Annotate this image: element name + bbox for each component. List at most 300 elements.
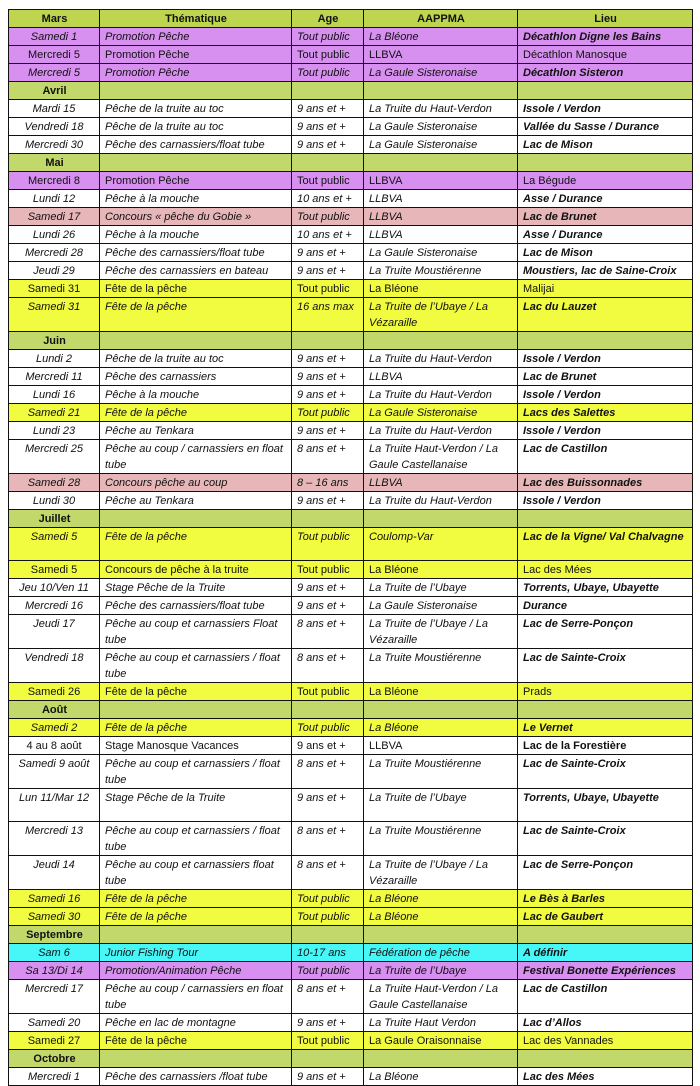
- event-theme: Pêche au coup et carnassiers Float tube: [100, 615, 292, 649]
- event-age: 8 ans et +: [292, 980, 364, 1014]
- event-date: Samedi 1: [9, 28, 100, 46]
- table-row: [9, 474, 693, 492]
- table-row: [9, 28, 693, 46]
- event-theme: Pêche au coup et carnassiers / float tube: [100, 755, 292, 789]
- month-empty-cell: [292, 926, 364, 944]
- event-club: LLBVA: [364, 368, 518, 386]
- month-empty-cell: [100, 926, 292, 944]
- event-date: Samedi 28: [9, 474, 100, 492]
- month-empty-cell: [100, 1050, 292, 1068]
- event-place: Lac des Buissonnades: [518, 474, 693, 492]
- event-place: Issole / Verdon: [518, 422, 693, 440]
- event-theme: Fête de la pêche: [100, 683, 292, 701]
- event-date: Samedi 20: [9, 1014, 100, 1032]
- table-row: [9, 280, 693, 298]
- table-row: [9, 172, 693, 190]
- event-place: Lac de Mison: [518, 244, 693, 262]
- month-empty-cell: [100, 154, 292, 172]
- month-empty-cell: [364, 510, 518, 528]
- event-age: Tout public: [292, 64, 364, 82]
- event-age: 9 ans et +: [292, 136, 364, 154]
- month-row: [9, 332, 693, 350]
- event-age: Tout public: [292, 719, 364, 737]
- month-empty-cell: [518, 926, 693, 944]
- table-row: [9, 755, 693, 789]
- table-row: [9, 208, 693, 226]
- event-theme: Pêche au Tenkara: [100, 422, 292, 440]
- table-row: [9, 1068, 693, 1086]
- month-label: Août: [9, 701, 100, 719]
- event-theme: Concours pêche au coup: [100, 474, 292, 492]
- event-place: Asse / Durance: [518, 190, 693, 208]
- header-age: Age: [292, 10, 364, 28]
- event-club: LLBVA: [364, 46, 518, 64]
- table-row: [9, 46, 693, 64]
- month-empty-cell: [518, 154, 693, 172]
- event-date: Mardi 15: [9, 100, 100, 118]
- event-date: Jeudi 14: [9, 856, 100, 890]
- table-row: [9, 737, 693, 755]
- table-row: [9, 856, 693, 890]
- month-empty-cell: [100, 332, 292, 350]
- event-date: Samedi 21: [9, 404, 100, 422]
- event-date: Mercredi 11: [9, 368, 100, 386]
- event-age: 9 ans et +: [292, 118, 364, 136]
- event-date: Samedi 16: [9, 890, 100, 908]
- table-row: [9, 136, 693, 154]
- event-club: La Truite de l’Ubaye / La Vézaraille: [364, 856, 518, 890]
- event-age: 8 ans et +: [292, 615, 364, 649]
- event-date: Mercredi 5: [9, 46, 100, 64]
- event-club: La Bléone: [364, 683, 518, 701]
- month-empty-cell: [518, 701, 693, 719]
- table-row: [9, 298, 693, 332]
- table-row: [9, 944, 693, 962]
- event-theme: Fête de la pêche: [100, 528, 292, 561]
- event-theme: Concours de pêche à la truite: [100, 561, 292, 579]
- table-row: [9, 1032, 693, 1050]
- event-theme: Pêche au coup / carnassiers en float tube: [100, 440, 292, 474]
- event-age: 8 ans et +: [292, 649, 364, 683]
- event-theme: Promotion Pêche: [100, 172, 292, 190]
- table-row: [9, 226, 693, 244]
- month-empty-cell: [292, 510, 364, 528]
- event-place: Torrents, Ubaye, Ubayette: [518, 579, 693, 597]
- event-club: La Bléone: [364, 280, 518, 298]
- month-empty-cell: [100, 82, 292, 100]
- event-club: La Gaule Sisteronaise: [364, 404, 518, 422]
- event-place: Asse / Durance: [518, 226, 693, 244]
- event-theme: Pêche au Tenkara: [100, 492, 292, 510]
- table-row: [9, 190, 693, 208]
- event-age: 9 ans et +: [292, 368, 364, 386]
- month-empty-cell: [292, 701, 364, 719]
- event-club: La Gaule Sisteronaise: [364, 244, 518, 262]
- event-date: Mercredi 8: [9, 172, 100, 190]
- event-age: 8 ans et +: [292, 440, 364, 474]
- event-theme: Fête de la pêche: [100, 890, 292, 908]
- event-age: Tout public: [292, 280, 364, 298]
- event-date: Samedi 27: [9, 1032, 100, 1050]
- event-place: Lac des Mées: [518, 561, 693, 579]
- event-theme: Stage Manosque Vacances: [100, 737, 292, 755]
- event-age: 9 ans et +: [292, 737, 364, 755]
- table-row: [9, 561, 693, 579]
- month-empty-cell: [292, 332, 364, 350]
- event-theme: Promotion Pêche: [100, 46, 292, 64]
- month-label: Mai: [9, 154, 100, 172]
- month-label: Septembre: [9, 926, 100, 944]
- event-theme: Fête de la pêche: [100, 1032, 292, 1050]
- event-club: LLBVA: [364, 737, 518, 755]
- event-date: Samedi 2: [9, 719, 100, 737]
- table-row: [9, 789, 693, 822]
- event-date: Jeudi 29: [9, 262, 100, 280]
- event-age: 9 ans et +: [292, 1014, 364, 1032]
- table-row: [9, 118, 693, 136]
- event-place: Issole / Verdon: [518, 386, 693, 404]
- event-date: Lundi 23: [9, 422, 100, 440]
- event-date: Lundi 26: [9, 226, 100, 244]
- event-theme: Fête de la pêche: [100, 298, 292, 332]
- event-place: Décathlon Sisteron: [518, 64, 693, 82]
- month-label: Octobre: [9, 1050, 100, 1068]
- table-row: [9, 579, 693, 597]
- table-row: [9, 908, 693, 926]
- event-date: Mercredi 25: [9, 440, 100, 474]
- event-date: Mercredi 13: [9, 822, 100, 856]
- event-club: LLBVA: [364, 474, 518, 492]
- event-theme: Fête de la pêche: [100, 404, 292, 422]
- event-club: La Truite Moustiérenne: [364, 755, 518, 789]
- event-place: Festival Bonette Expériences: [518, 962, 693, 980]
- event-place: Lac du Lauzet: [518, 298, 693, 332]
- table-row: [9, 404, 693, 422]
- event-club: La Truite de l’Ubaye: [364, 962, 518, 980]
- event-theme: Pêche à la mouche: [100, 190, 292, 208]
- event-age: 8 – 16 ans: [292, 474, 364, 492]
- header-place: Lieu: [518, 10, 693, 28]
- event-club: La Bléone: [364, 890, 518, 908]
- event-date: Mercredi 28: [9, 244, 100, 262]
- table-row: [9, 822, 693, 856]
- month-empty-cell: [518, 332, 693, 350]
- event-club: La Bléone: [364, 28, 518, 46]
- event-club: La Gaule Sisteronaise: [364, 136, 518, 154]
- event-theme: Pêche à la mouche: [100, 226, 292, 244]
- event-place: Lac de Sainte-Croix: [518, 649, 693, 683]
- table-row: [9, 64, 693, 82]
- event-theme: Stage Pêche de la Truite: [100, 579, 292, 597]
- table-row: [9, 962, 693, 980]
- event-theme: Pêche au coup et carnassiers float tube: [100, 856, 292, 890]
- event-age: 9 ans et +: [292, 579, 364, 597]
- event-theme: Pêche de la truite au toc: [100, 350, 292, 368]
- month-row: [9, 701, 693, 719]
- header-club: AAPPMA: [364, 10, 518, 28]
- event-club: La Bléone: [364, 719, 518, 737]
- event-age: Tout public: [292, 962, 364, 980]
- event-date: Lundi 16: [9, 386, 100, 404]
- month-empty-cell: [364, 332, 518, 350]
- event-theme: Pêche des carnassiers/float tube: [100, 597, 292, 615]
- event-place: Le Bès à Barles: [518, 890, 693, 908]
- event-club: La Truite Moustiérenne: [364, 262, 518, 280]
- event-age: 9 ans et +: [292, 597, 364, 615]
- schedule-container: [8, 9, 693, 1086]
- event-age: 9 ans et +: [292, 386, 364, 404]
- event-age: 8 ans et +: [292, 822, 364, 856]
- event-place: Décathlon Digne les Bains: [518, 28, 693, 46]
- event-age: 9 ans et +: [292, 350, 364, 368]
- event-club: La Truite Haut-Verdon / La Gaule Castellanaise: [364, 440, 518, 474]
- event-date: Samedi 5: [9, 561, 100, 579]
- event-place: Lac de Castillon: [518, 440, 693, 474]
- event-theme: Pêche de la truite au toc: [100, 100, 292, 118]
- table-row: [9, 980, 693, 1014]
- event-date: Lundi 30: [9, 492, 100, 510]
- table-row: [9, 683, 693, 701]
- event-club: La Truite Moustiérenne: [364, 649, 518, 683]
- event-club: Fédération de pêche: [364, 944, 518, 962]
- event-club: La Gaule Sisteronaise: [364, 597, 518, 615]
- event-place: Durance: [518, 597, 693, 615]
- event-age: 9 ans et +: [292, 262, 364, 280]
- event-place: Lac de Brunet: [518, 208, 693, 226]
- event-age: 9 ans et +: [292, 100, 364, 118]
- event-club: La Truite Moustiérenne: [364, 822, 518, 856]
- event-theme: Stage Pêche de la Truite: [100, 789, 292, 822]
- event-place: Lac de Brunet: [518, 368, 693, 386]
- month-label: Juillet: [9, 510, 100, 528]
- table-row: [9, 528, 693, 561]
- event-club: Coulomp-Var: [364, 528, 518, 561]
- event-age: 10 ans et +: [292, 190, 364, 208]
- fishing-schedule-table: [8, 9, 693, 1086]
- event-date: Samedi 31: [9, 298, 100, 332]
- event-place: Décathlon Manosque: [518, 46, 693, 64]
- event-date: Mercredi 16: [9, 597, 100, 615]
- event-age: 10 ans et +: [292, 226, 364, 244]
- event-club: La Truite du Haut-Verdon: [364, 350, 518, 368]
- month-empty-cell: [292, 82, 364, 100]
- event-place: Lacs des Salettes: [518, 404, 693, 422]
- table-row: [9, 1014, 693, 1032]
- event-place: Issole / Verdon: [518, 100, 693, 118]
- event-date: Sa 13/Di 14: [9, 962, 100, 980]
- event-theme: Pêche à la mouche: [100, 386, 292, 404]
- event-age: 9 ans et +: [292, 244, 364, 262]
- header-month: Mars: [9, 10, 100, 28]
- event-theme: Concours « pêche du Gobie »: [100, 208, 292, 226]
- table-row: [9, 422, 693, 440]
- event-theme: Fête de la pêche: [100, 719, 292, 737]
- event-theme: Pêche en lac de montagne: [100, 1014, 292, 1032]
- month-row: [9, 1050, 693, 1068]
- event-age: Tout public: [292, 172, 364, 190]
- event-theme: Pêche des carnassiers en bateau: [100, 262, 292, 280]
- month-label: Juin: [9, 332, 100, 350]
- table-row: [9, 350, 693, 368]
- event-club: La Gaule Oraisonnaise: [364, 1032, 518, 1050]
- event-age: 9 ans et +: [292, 492, 364, 510]
- event-place: La Bégude: [518, 172, 693, 190]
- event-club: La Truite de l’Ubaye: [364, 579, 518, 597]
- event-place: Vallée du Sasse / Durance: [518, 118, 693, 136]
- month-empty-cell: [518, 510, 693, 528]
- event-club: La Bléone: [364, 1068, 518, 1086]
- month-row: [9, 510, 693, 528]
- event-date: Jeu 10/Ven 11: [9, 579, 100, 597]
- table-row: [9, 719, 693, 737]
- event-club: La Truite du Haut-Verdon: [364, 422, 518, 440]
- event-date: Samedi 31: [9, 280, 100, 298]
- event-age: Tout public: [292, 890, 364, 908]
- event-club: La Truite Haut Verdon: [364, 1014, 518, 1032]
- month-empty-cell: [292, 154, 364, 172]
- event-place: Lac de la Vigne/ Val Chalvagne: [518, 528, 693, 561]
- event-date: Lundi 12: [9, 190, 100, 208]
- event-date: Mercredi 1: [9, 1068, 100, 1086]
- event-place: Lac de Gaubert: [518, 908, 693, 926]
- event-theme: Fête de la pêche: [100, 280, 292, 298]
- event-age: 9 ans et +: [292, 1068, 364, 1086]
- table-row: [9, 244, 693, 262]
- event-place: Lac de Castillon: [518, 980, 693, 1014]
- event-date: Jeudi 17: [9, 615, 100, 649]
- event-date: Samedi 17: [9, 208, 100, 226]
- event-place: Lac de Serre-Ponçon: [518, 856, 693, 890]
- event-age: Tout public: [292, 404, 364, 422]
- event-place: Torrents, Ubaye, Ubayette: [518, 789, 693, 822]
- month-empty-cell: [364, 82, 518, 100]
- event-age: Tout public: [292, 683, 364, 701]
- event-age: 9 ans et +: [292, 422, 364, 440]
- event-place: Issole / Verdon: [518, 492, 693, 510]
- month-empty-cell: [364, 154, 518, 172]
- event-club: La Truite de l’Ubaye / La Vézaraille: [364, 615, 518, 649]
- event-theme: Promotion Pêche: [100, 64, 292, 82]
- event-date: Vendredi 18: [9, 649, 100, 683]
- event-age: Tout public: [292, 908, 364, 926]
- event-date: Samedi 9 août: [9, 755, 100, 789]
- table-row: [9, 386, 693, 404]
- month-empty-cell: [100, 701, 292, 719]
- event-date: Samedi 5: [9, 528, 100, 561]
- event-theme: Junior Fishing Tour: [100, 944, 292, 962]
- event-age: Tout public: [292, 208, 364, 226]
- event-date: Vendredi 18: [9, 118, 100, 136]
- event-club: La Truite du Haut-Verdon: [364, 492, 518, 510]
- table-row: [9, 262, 693, 280]
- table-row: [9, 492, 693, 510]
- event-date: Samedi 26: [9, 683, 100, 701]
- event-place: Lac des Mées: [518, 1068, 693, 1086]
- month-row: [9, 82, 693, 100]
- event-place: Moustiers, lac de Saine-Croix: [518, 262, 693, 280]
- event-place: Lac de la Forestière: [518, 737, 693, 755]
- event-age: 9 ans et +: [292, 789, 364, 822]
- event-theme: Pêche au coup et carnassiers / float tube: [100, 649, 292, 683]
- event-theme: Promotion/Animation Pêche: [100, 962, 292, 980]
- event-place: Prads: [518, 683, 693, 701]
- event-club: LLBVA: [364, 226, 518, 244]
- header-theme: Thématique: [100, 10, 292, 28]
- event-age: Tout public: [292, 28, 364, 46]
- event-club: LLBVA: [364, 172, 518, 190]
- event-date: Mercredi 17: [9, 980, 100, 1014]
- event-age: Tout public: [292, 561, 364, 579]
- event-place: Lac des Vannades: [518, 1032, 693, 1050]
- header-row: [9, 10, 693, 28]
- event-club: La Truite de l’Ubaye: [364, 789, 518, 822]
- event-place: Lac de Mison: [518, 136, 693, 154]
- event-club: La Truite du Haut-Verdon: [364, 386, 518, 404]
- event-theme: Pêche au coup / carnassiers en float tube: [100, 980, 292, 1014]
- table-row: [9, 890, 693, 908]
- event-date: Sam 6: [9, 944, 100, 962]
- table-row: [9, 649, 693, 683]
- event-place: Lac de Serre-Ponçon: [518, 615, 693, 649]
- event-place: Lac de Sainte-Croix: [518, 755, 693, 789]
- event-club: La Gaule Sisteronaise: [364, 118, 518, 136]
- table-row: [9, 440, 693, 474]
- event-age: Tout public: [292, 1032, 364, 1050]
- month-empty-cell: [364, 926, 518, 944]
- event-age: 10-17 ans: [292, 944, 364, 962]
- month-empty-cell: [518, 82, 693, 100]
- event-club: La Truite Haut-Verdon / La Gaule Castellanaise: [364, 980, 518, 1014]
- event-date: Lundi 2: [9, 350, 100, 368]
- event-club: La Bléone: [364, 561, 518, 579]
- event-date: Mercredi 30: [9, 136, 100, 154]
- event-club: La Gaule Sisteronaise: [364, 64, 518, 82]
- month-empty-cell: [100, 510, 292, 528]
- event-theme: Pêche des carnassiers: [100, 368, 292, 386]
- event-theme: Pêche de la truite au toc: [100, 118, 292, 136]
- month-empty-cell: [364, 701, 518, 719]
- month-row: [9, 926, 693, 944]
- event-place: Lac d’Allos: [518, 1014, 693, 1032]
- event-age: 8 ans et +: [292, 755, 364, 789]
- table-row: [9, 597, 693, 615]
- event-theme: Pêche des carnassiers /float tube: [100, 1068, 292, 1086]
- event-date: Samedi 30: [9, 908, 100, 926]
- event-age: 16 ans max: [292, 298, 364, 332]
- event-place: Le Vernet: [518, 719, 693, 737]
- event-club: LLBVA: [364, 190, 518, 208]
- event-place: Lac de Sainte-Croix: [518, 822, 693, 856]
- schedule-body: [9, 28, 693, 1086]
- month-row: [9, 154, 693, 172]
- event-theme: Pêche au coup et carnassiers / float tube: [100, 822, 292, 856]
- event-place: Issole / Verdon: [518, 350, 693, 368]
- event-date: 4 au 8 août: [9, 737, 100, 755]
- event-date: Lun 11/Mar 12: [9, 789, 100, 822]
- table-row: [9, 615, 693, 649]
- event-theme: Fête de la pêche: [100, 908, 292, 926]
- month-label: Avril: [9, 82, 100, 100]
- event-age: Tout public: [292, 528, 364, 561]
- event-theme: Pêche des carnassiers/float tube: [100, 136, 292, 154]
- event-theme: Promotion Pêche: [100, 28, 292, 46]
- month-empty-cell: [364, 1050, 518, 1068]
- event-theme: Pêche des carnassiers/float tube: [100, 244, 292, 262]
- event-club: LLBVA: [364, 208, 518, 226]
- event-date: Mercredi 5: [9, 64, 100, 82]
- event-place: A définir: [518, 944, 693, 962]
- event-age: Tout public: [292, 46, 364, 64]
